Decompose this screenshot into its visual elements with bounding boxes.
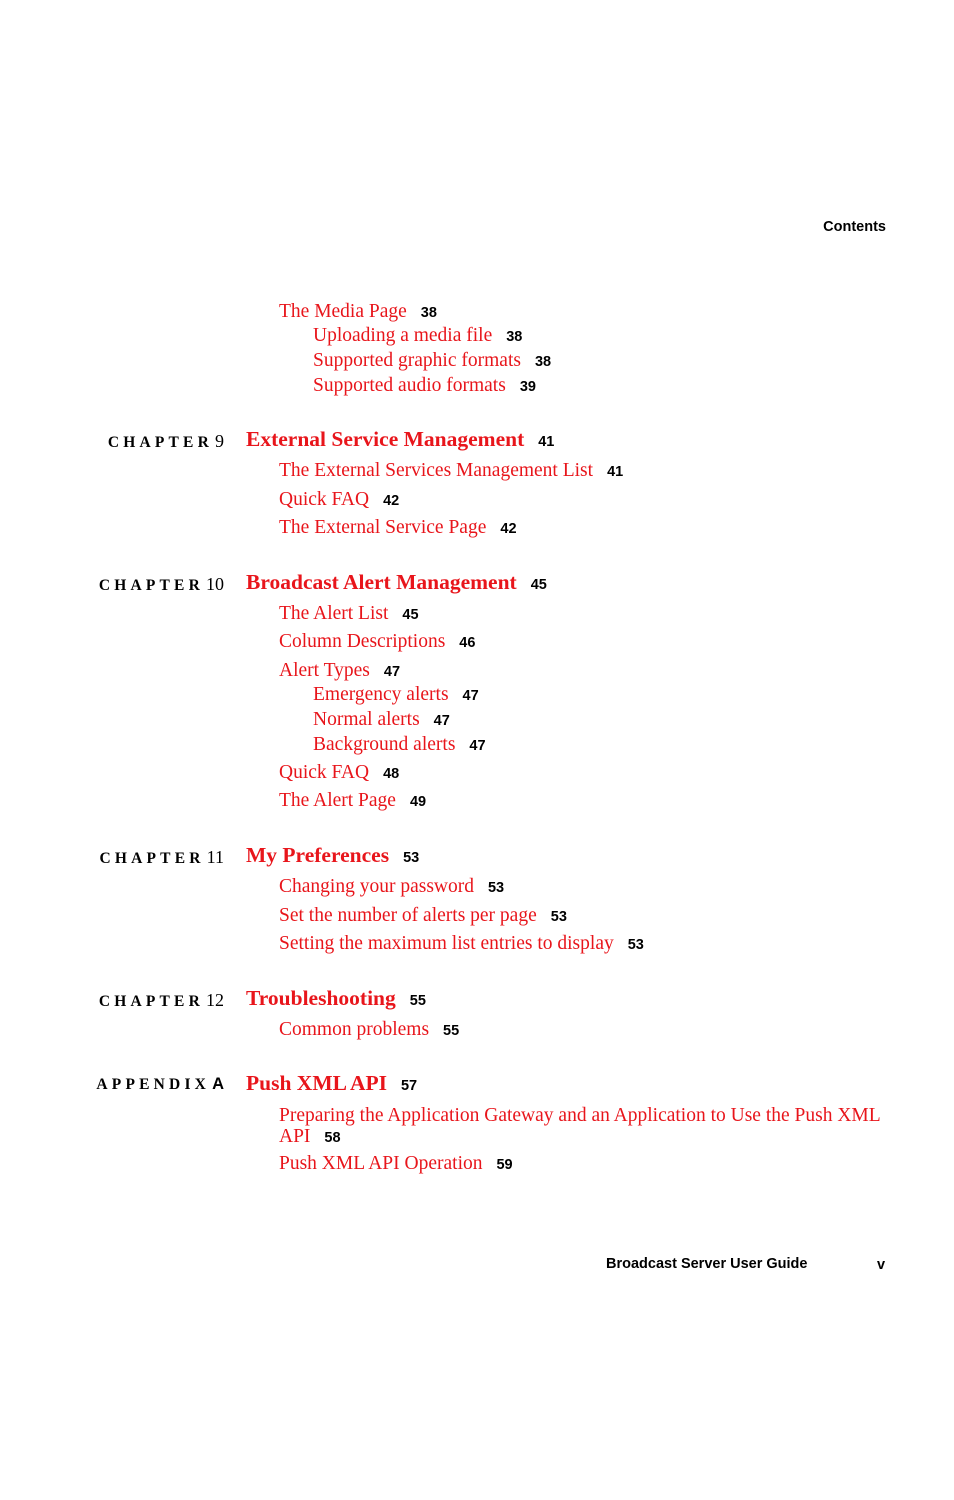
toc-entry-page: 45	[402, 607, 419, 623]
toc-entry-page: 55	[443, 1023, 460, 1039]
toc-entry[interactable]	[279, 876, 504, 897]
toc-entry-title[interactable]: Quick FAQ	[279, 762, 370, 783]
chapter-title[interactable]: External Service Management	[246, 427, 525, 451]
toc-entry-page: 59	[496, 1157, 513, 1173]
toc-entry-page: 47	[383, 664, 401, 680]
toc-entry[interactable]	[279, 660, 400, 681]
toc-entry-title[interactable]: Setting the maximum list entries to display	[279, 933, 614, 954]
toc-entry-page: 38	[420, 305, 437, 321]
chapter-label	[96, 1075, 224, 1094]
chapter-heading[interactable]	[246, 844, 419, 868]
toc-entry-page: 49	[409, 794, 427, 810]
chapter-label	[108, 431, 224, 452]
chapter-page: 53	[403, 850, 420, 866]
chapter-title[interactable]: Troubleshooting	[246, 986, 396, 1010]
toc-entry[interactable]	[279, 460, 623, 481]
toc-entry-title[interactable]: Changing your password	[279, 876, 474, 897]
toc-entry[interactable]	[313, 375, 536, 396]
toc-entry-page: 48	[383, 766, 400, 782]
toc-entry-title[interactable]: The Alert List	[279, 603, 389, 624]
chapter-number: 11	[206, 847, 224, 867]
toc-entry-page: 42	[500, 521, 517, 537]
chapter-label	[99, 990, 224, 1011]
toc-entry-page: 47	[469, 738, 486, 754]
chapter-page: 57	[400, 1078, 418, 1094]
toc-entry-page: 58	[324, 1130, 341, 1146]
toc-entry-page: 42	[383, 493, 400, 509]
toc-entry-page: 38	[506, 329, 523, 345]
toc-entry-title[interactable]: The External Services Management List	[279, 460, 594, 481]
toc-entry-title[interactable]: The Media Page	[279, 301, 407, 322]
toc-entry[interactable]	[279, 1019, 459, 1040]
toc-entry[interactable]	[313, 325, 522, 346]
chapter-heading[interactable]	[246, 1072, 417, 1096]
toc-entry-title[interactable]: Column Descriptions	[279, 631, 446, 652]
toc-entry-page: 38	[534, 354, 552, 370]
chapter-label-word: CHAPTER	[98, 993, 204, 1010]
toc-entry-title[interactable]: Quick FAQ	[279, 489, 370, 510]
toc-entry-page: 47	[433, 713, 450, 729]
chapter-number: A	[212, 1075, 224, 1093]
toc-entry[interactable]	[279, 905, 567, 926]
toc-entry-title[interactable]: Emergency alerts	[313, 684, 449, 705]
toc-entry-page: 53	[550, 909, 567, 925]
chapter-number: 12	[206, 990, 224, 1010]
toc-entry-title[interactable]: Background alerts	[313, 734, 456, 755]
chapter-number: 10	[206, 574, 224, 594]
chapter-page: 45	[530, 577, 547, 593]
toc-entry-title[interactable]: The Alert Page	[279, 790, 396, 811]
chapter-title[interactable]: Push XML API	[246, 1071, 387, 1095]
toc-entry[interactable]	[279, 631, 475, 652]
toc-entry-page: 46	[459, 635, 476, 651]
chapter-label-word: CHAPTER	[98, 577, 204, 594]
running-header: Contents	[823, 219, 886, 235]
chapter-heading[interactable]	[246, 428, 554, 452]
toc-entry-title[interactable]: Alert Types	[279, 660, 370, 681]
chapter-label-word: CHAPTER	[99, 850, 205, 867]
toc-entry-title[interactable]: Supported audio formats	[313, 375, 506, 396]
toc-entry[interactable]	[313, 734, 486, 755]
toc-entry[interactable]	[279, 603, 419, 624]
toc-entry[interactable]	[313, 684, 479, 705]
chapter-page: 55	[409, 993, 426, 1009]
toc-entry[interactable]	[313, 709, 450, 730]
toc-entry-title[interactable]: Supported graphic formats	[313, 350, 521, 371]
chapter-label-word: APPENDIX	[96, 1076, 211, 1093]
toc-entry-title[interactable]: Preparing the Application Gateway and an Application to Use the Push XML API	[279, 1105, 880, 1147]
chapter-title[interactable]: Broadcast Alert Management	[246, 570, 517, 594]
toc-entry[interactable]	[279, 933, 644, 954]
toc-entry-page: 39	[519, 379, 536, 395]
chapter-label	[99, 574, 224, 595]
toc-entry[interactable]	[279, 1153, 513, 1174]
toc-entry-page: 53	[627, 937, 644, 953]
toc-entry[interactable]	[279, 762, 399, 783]
chapter-heading[interactable]	[246, 571, 547, 595]
toc-entry-title[interactable]: Normal alerts	[313, 709, 420, 730]
toc-entry[interactable]	[279, 1105, 889, 1149]
toc-entry-page: 47	[462, 688, 479, 704]
toc-entry[interactable]	[279, 301, 437, 322]
toc-entry-page: 53	[487, 880, 505, 896]
toc-entry[interactable]	[279, 517, 517, 538]
chapter-label	[99, 847, 224, 868]
toc-entry[interactable]	[279, 790, 426, 811]
toc-entry-page: 41	[607, 464, 624, 480]
footer-guide-title: Broadcast Server User Guide	[606, 1256, 808, 1272]
toc-entry-title[interactable]: Common problems	[279, 1019, 430, 1040]
toc-entry-title[interactable]: The External Service Page	[279, 517, 487, 538]
chapter-heading[interactable]	[246, 987, 426, 1011]
chapter-title[interactable]: My Preferences	[246, 843, 390, 867]
toc-entry[interactable]	[313, 350, 551, 371]
chapter-number: 9	[215, 431, 224, 451]
toc-entry-title[interactable]: Uploading a media file	[313, 325, 493, 346]
chapter-page: 41	[538, 434, 555, 450]
footer-page-number: v	[877, 1257, 886, 1273]
toc-entry-title[interactable]: Set the number of alerts per page	[279, 905, 537, 926]
chapter-label-word: CHAPTER	[107, 434, 213, 451]
toc-entry-title[interactable]: Push XML API Operation	[279, 1153, 483, 1174]
toc-entry[interactable]	[279, 489, 399, 510]
